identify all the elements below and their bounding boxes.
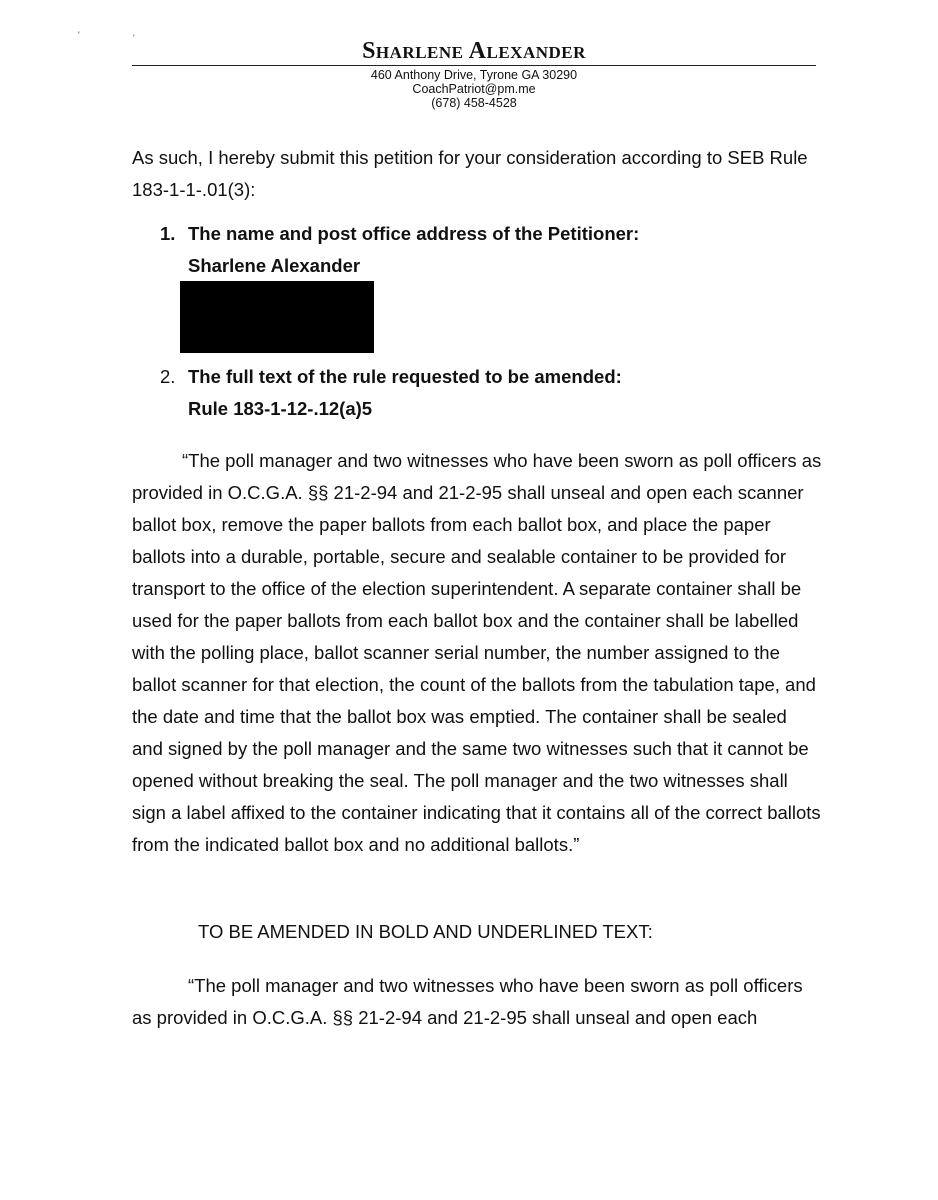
list-item-number: 1. bbox=[160, 223, 176, 244]
list-item-heading: The full text of the rule requested to be amended: bbox=[188, 366, 622, 387]
list-item-number: 2. bbox=[160, 366, 176, 387]
redacted-address-block bbox=[180, 281, 374, 353]
letterhead-phone: (678) 458-4528 bbox=[431, 96, 517, 110]
letterhead-name: Sharlene Alexander bbox=[362, 38, 586, 64]
intro-paragraph: As such, I hereby submit this petition for your consideration according to SEB Rule 183-1-1-.01(3): bbox=[132, 147, 808, 200]
letterhead-email: CoachPatriot@pm.me bbox=[412, 82, 536, 96]
scan-speck: ' bbox=[78, 30, 80, 40]
petitioner-name: Sharlene Alexander bbox=[188, 255, 361, 276]
scan-speck: ' bbox=[133, 33, 135, 43]
amend-heading: TO BE AMENDED IN BOLD AND UNDERLINED TEXT: bbox=[198, 921, 653, 942]
letterhead bbox=[132, 38, 816, 110]
letterhead-address: 460 Anthony Drive, Tyrone GA 30290 bbox=[370, 68, 578, 82]
list-item-heading: The name and post office address of the Petitioner: bbox=[188, 223, 640, 244]
letterhead-divider bbox=[132, 65, 816, 66]
amended-text-paragraph: “The poll manager and two witnesses who have been sworn as poll officers as provided in O.C.G.A. §§ 21-2-94 and 21-2-95 shall unseal and open each bbox=[132, 975, 803, 1028]
list-item-petitioner bbox=[160, 222, 639, 246]
rule-text-paragraph: “The poll manager and two witnesses who have been sworn as poll officers as provided in O.C.G.A. §§ 21-2-94 and 21-2-95 shall unseal and open each scanner ballot box, remove the paper ballots from each ballot box, and place the paper ballots into a durable, portable, secure and sealable container to be provided for transport to the office of the election superintendent. A separate container shall be used for the paper ballots from each ballot box and the container shall be labelled with the polling place, ballot scanner serial number, the number assigned to the ballot scanner for that election, the count of the ballots from the tabulation tape, and the date and time that the ballot box was emptied. The container shall be sealed and signed by the poll manager and the same two witnesses such that it cannot be opened without breaking the seal. The poll manager and the two witnesses shall sign a label affixed to the container indicating that it contains all of the correct ballots from the indicated ballot box and no additional ballots.” bbox=[132, 450, 822, 855]
list-item-rule bbox=[160, 365, 622, 389]
rule-number: Rule 183-1-12-.12(a)5 bbox=[188, 398, 373, 419]
